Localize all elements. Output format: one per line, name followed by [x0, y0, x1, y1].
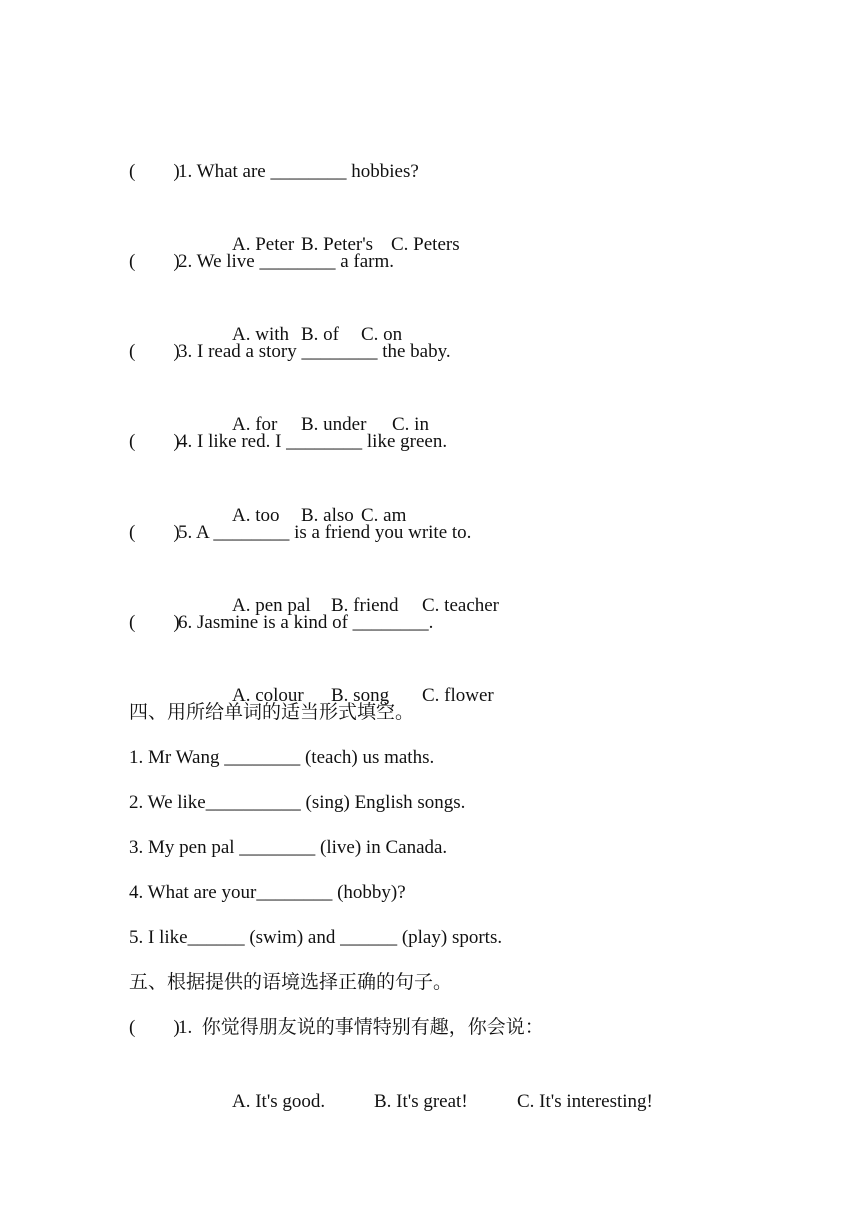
option-b: B. also [301, 505, 354, 526]
question-text: 6. Jasmine is a kind of ________. [178, 612, 434, 633]
question-text: 5. A ________ is a friend you write to. [178, 522, 472, 543]
option-b: B. under [301, 414, 367, 435]
option-a: A. with [232, 324, 289, 345]
section4-item-1: 1. Mr Wang ________ (teach) us maths. [129, 747, 435, 768]
question-text: 3. I read a story ________ the baby. [178, 341, 451, 362]
section5-heading: 五、根据提供的语境选择正确的句子。 [129, 972, 453, 993]
answer-paren[interactable]: ( ) [129, 1017, 180, 1038]
option-a: A. It's good. [232, 1091, 326, 1112]
options-row [213, 654, 494, 706]
section4-item-4: 4. What are your________ (hobby)? [129, 882, 406, 903]
answer-paren[interactable]: ( ) [129, 341, 180, 362]
option-c: C. on [361, 324, 403, 345]
answer-paren[interactable]: ( ) [129, 612, 180, 633]
options-row [213, 383, 429, 435]
options-row [213, 293, 403, 345]
option-c: C. flower [422, 685, 494, 706]
option-a: A. Peter [232, 234, 295, 255]
section4-item-5: 5. I like______ (swim) and ______ (play) sports. [129, 927, 503, 948]
option-b: B. of [301, 324, 339, 345]
answer-paren[interactable]: ( ) [129, 161, 180, 182]
answer-paren[interactable]: ( ) [129, 522, 180, 543]
question-text: 2. We live ________ a farm. [178, 251, 395, 272]
options-row [213, 1060, 653, 1112]
option-c: C. Peters [391, 234, 460, 255]
option-b: B. song [331, 685, 390, 706]
option-c: C. teacher [422, 595, 500, 616]
option-b: B. It's great! [374, 1091, 468, 1112]
section4-item-3: 3. My pen pal ________ (live) in Canada. [129, 837, 448, 858]
question-text: 4. I like red. I ________ like green. [178, 431, 448, 452]
option-c: C. It's interesting! [517, 1091, 653, 1112]
options-row [213, 564, 500, 616]
section4-heading: 四、用所给单词的适当形式填空。 [129, 702, 415, 723]
section4-item-2: 2. We like__________ (sing) English songs. [129, 792, 466, 813]
option-b: B. Peter's [301, 234, 374, 255]
question-text: 1. What are ________ hobbies? [178, 161, 419, 182]
option-a: A. too [232, 505, 280, 526]
options-row [213, 474, 407, 526]
options-row [213, 203, 460, 255]
option-a: A. colour [232, 685, 304, 706]
option-b: B. friend [331, 595, 399, 616]
answer-paren[interactable]: ( ) [129, 431, 180, 452]
option-a: A. for [232, 414, 278, 435]
option-c: C. in [392, 414, 429, 435]
option-c: C. am [361, 505, 407, 526]
question-text: 1. 你觉得朋友说的事情特别有趣，你会说： [178, 1017, 544, 1038]
option-a: A. pen pal [232, 595, 311, 616]
answer-paren[interactable]: ( ) [129, 251, 180, 272]
